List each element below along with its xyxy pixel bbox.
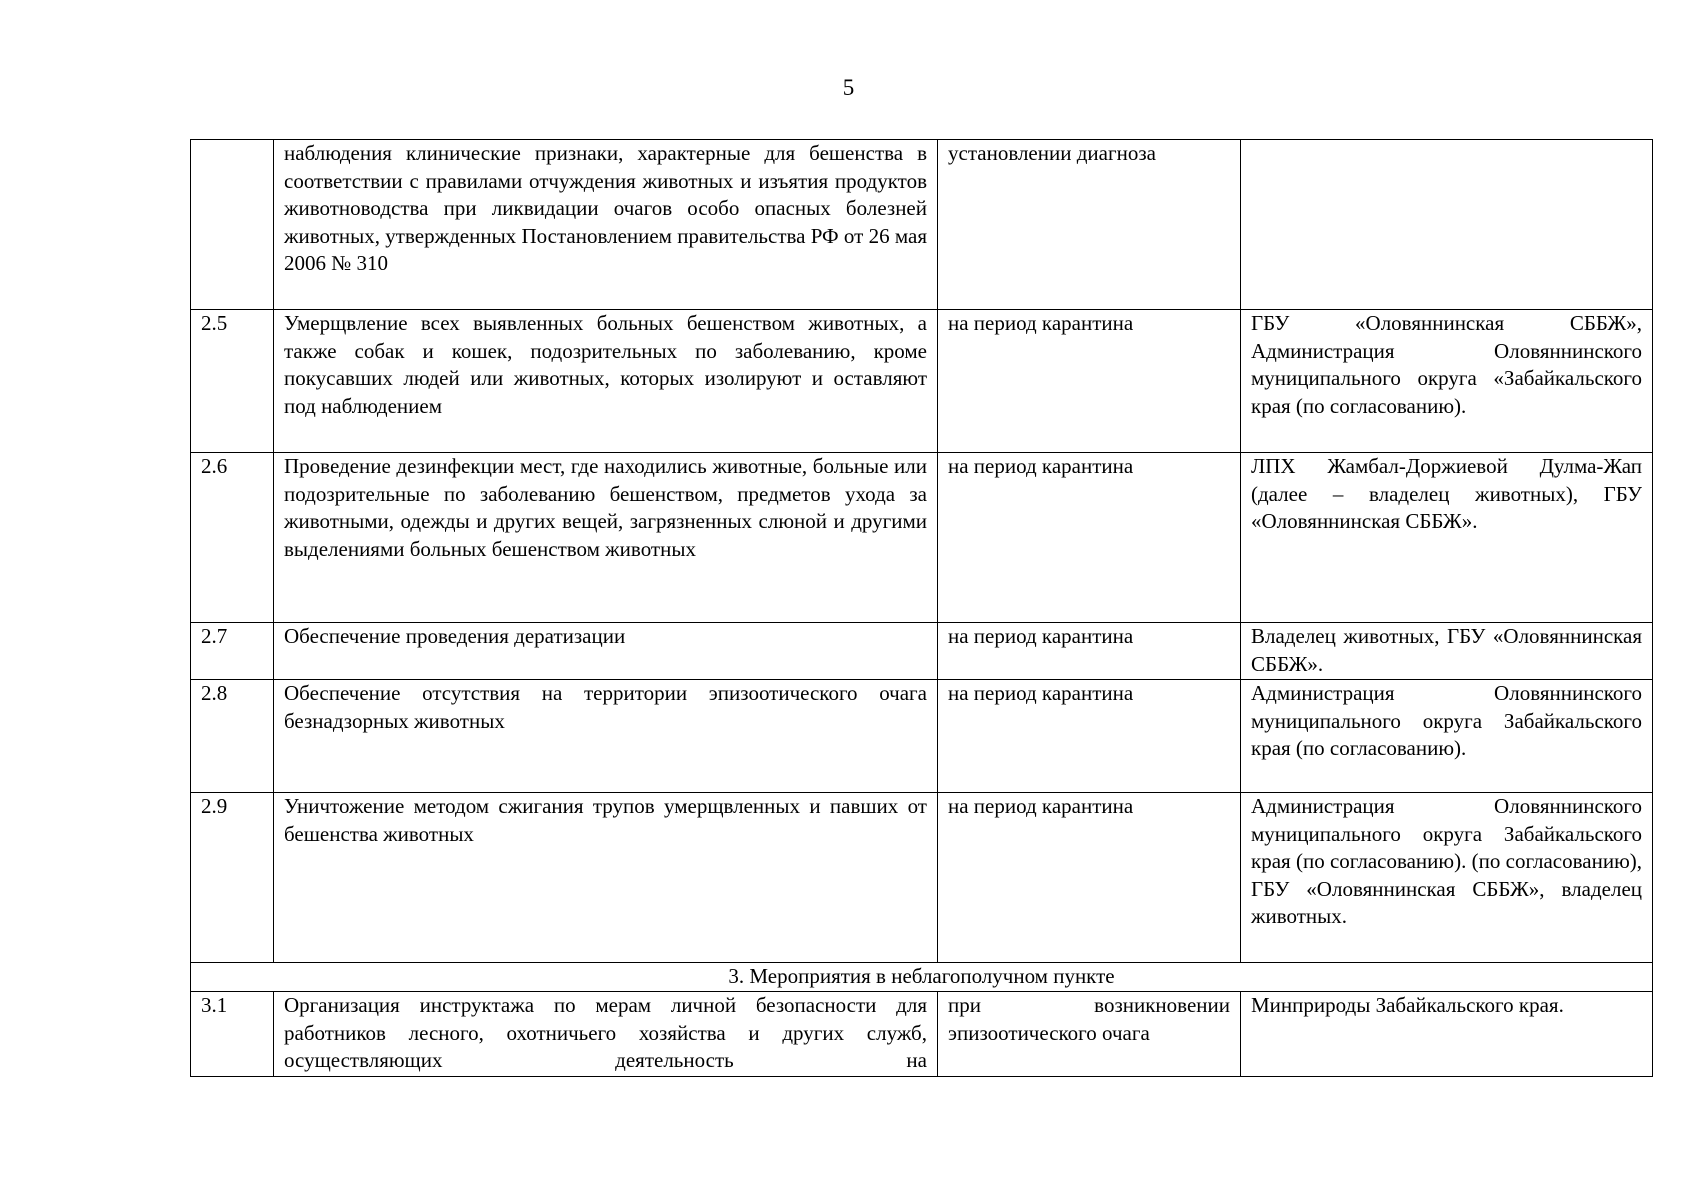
table-row [191,310,1653,453]
responsible-cell: Минприроды Забайкальского края. [1241,992,1653,1077]
action-cell: Проведение дезинфекции мест, где находились животные, больные или подозрительные по заболеванию бешенством, предметов ухода за животными, одежды и других вещей, загрязненных слюной и другими выделениями больных бешенством животных [274,453,938,623]
action-cell: Обеспечение отсутствия на территории эпизоотического очага безнадзорных животных [274,680,938,793]
row-number: 2.9 [191,793,274,963]
responsible-cell: ЛПХ Жамбал-Доржиевой Дулма-Жап (далее – владелец животных), ГБУ «Оловяннинская СББЖ». [1241,453,1653,623]
term-cell: на период карантина [938,793,1241,963]
action-cell: Умерщвление всех выявленных больных бешенством животных, а также собак и кошек, подозрительных по заболеванию, кроме покусавших людей или животных, которых изолируют и оставляют под наблюдением [274,310,938,453]
row-number: 2.6 [191,453,274,623]
term-cell: на период карантина [938,623,1241,680]
responsible-cell: ГБУ «Оловяннинская СББЖ», Администрация Оловяннинского муниципального округа «Забайкальского края (по согласованию). [1241,310,1653,453]
responsible-cell [1241,623,1653,680]
row-number: 3.1 [191,992,274,1077]
measures-table [190,139,1653,1077]
term-cell: при возникновении эпизоотического очага [938,992,1241,1077]
table-row [191,140,1653,310]
responsible-cell [1241,140,1653,310]
section-header-row [191,963,1653,992]
responsible-cell: Администрация Оловяннинского муниципального округа Забайкальского края (по согласованию). [1241,680,1653,793]
term-cell: на период карантина [938,453,1241,623]
table-row [191,453,1653,623]
responsible-text: Владелец животных, ГБУ «Оловяннинская СББЖ». [1251,624,1642,676]
table-row [191,793,1653,963]
row-number: 2.7 [191,623,274,680]
table-row [191,623,1653,680]
page-number: 5 [842,75,855,100]
responsible-cell: Администрация Оловяннинского муниципального округа Забайкальского края (по согласованию). (по согласованию), ГБУ «Оловяннинская СББЖ», владелец животных. [1241,793,1653,963]
row-number: 2.8 [191,680,274,793]
action-cell: Организация инструктажа по мерам личной безопасности для работников лесного, охотничьего хозяйства и других служб, осуществляющих деятельность на [274,992,938,1077]
term-cell: на период карантина [938,680,1241,793]
action-cell: Обеспечение проведения дератизации [274,623,938,680]
action-cell: наблюдения клинические признаки, характерные для бешенства в соответствии с правилами отчуждения животных и изъятия продуктов животноводства при ликвидации очагов особо опасных болезней животных, утвержденных Постановлением правительства РФ от 26 мая 2006 № 310 [274,140,938,310]
row-number: 2.5 [191,310,274,453]
action-cell: Уничтожение методом сжигания трупов умерщвленных и павших от бешенства животных [274,793,938,963]
table-row [191,680,1653,793]
section-title: 3. Мероприятия в неблагополучном пункте [191,963,1653,992]
term-cell: установлении диагноза [938,140,1241,310]
term-cell: на период карантина [938,310,1241,453]
table-row [191,992,1653,1077]
row-number [191,140,274,310]
